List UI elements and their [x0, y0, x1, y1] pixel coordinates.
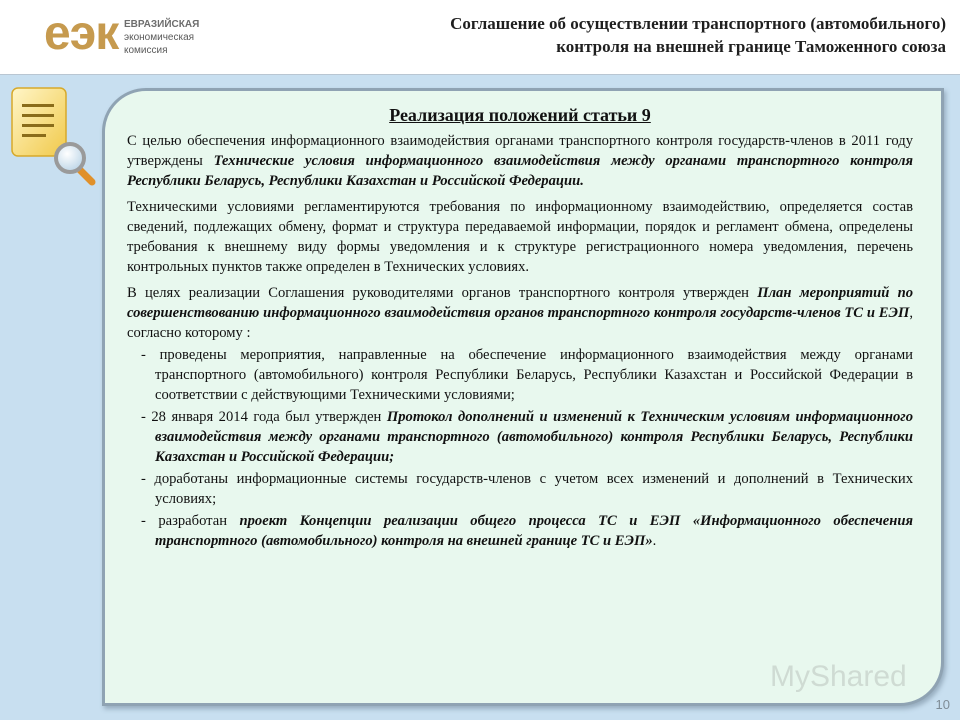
slide-title-line-1: Соглашение об осуществлении транспортного (автомобильного) — [450, 14, 946, 33]
list-item-tail: . — [652, 533, 657, 549]
document-icon — [12, 88, 66, 156]
logo-text — [124, 18, 199, 57]
list-item-emphasis: Протокол дополнений и изменений к Техническим условиям информационного взаимодействия между органами транспортного (автомобильного) контроля Республики Беларусь, Республики Казахстан и Российской Федерации; — [155, 409, 913, 465]
list-item-emphasis: проект Концепции реализации общего процесса ТС и ЕЭП «Информационного обеспечения транспортного (автомобильного) контроля на внешней границе ТС и ЕЭП» — [155, 513, 914, 549]
logo-line-2: экономическая — [124, 32, 195, 43]
header — [0, 0, 960, 75]
watermark: MyShared — [770, 660, 907, 693]
logo — [44, 7, 264, 66]
paragraph-3-emphasis: План мероприятий по совершенствованию информационного взаимодействия органов транспортного контроля государств-членов ТС и ЕЭП — [127, 285, 913, 321]
list-item — [127, 345, 913, 405]
paragraph-3 — [127, 283, 913, 343]
paragraph-3-tail: , согласно которому : — [127, 305, 913, 341]
paragraph-1 — [127, 131, 913, 191]
content-card — [102, 88, 944, 706]
list-item-text: - разработан — [141, 513, 240, 529]
list-item-text: - проведены мероприятия, направленные на обеспечение информационного взаимодействия между органами транспортного (автомобильного) контроля Республики Беларусь, Республики Казахстан и Российской Федерации в соответствии с действующими Техническими условиями; — [141, 347, 913, 403]
paragraph-3-text: В целях реализации Соглашения руководителями органов транспортного контроля утвержден — [127, 285, 758, 301]
paragraph-2: Техническими условиями регламентируются требования по информационному взаимодействию, определяется состав сведений, подлежащих обмену, формат и структура передаваемой информации, порядок и регламент обмена, определены требования к внешнему виду формы уведомления и к структуре регистрационного номера уведомления, перечень контрольных пунктов также определен в Технических условиях. — [127, 199, 913, 275]
card-title: Реализация положений статьи 9 — [389, 105, 651, 125]
list-item-text: - 28 января 2014 года был утвержден — [141, 409, 387, 425]
logo-line-3: комиссия — [124, 45, 168, 56]
card-content — [127, 103, 913, 553]
document-magnifier-icon — [6, 84, 96, 188]
slide-title-line-2: контроля на внешней границе Таможенного союза — [556, 37, 946, 56]
list-item — [127, 407, 913, 467]
magnifier-icon — [56, 144, 92, 182]
list-item-text: - доработаны информационные системы государств-членов с учетом всех изменений и дополнений в Технических условиях; — [141, 471, 913, 507]
list-item — [127, 469, 913, 509]
logo-mark: еэк — [44, 7, 119, 60]
paragraph-1-tail: . — [580, 173, 584, 189]
list-item — [127, 511, 913, 551]
paragraph-1-emphasis: Технические условия информационного взаимодействия между органами транспортного контроля Республики Беларусь, Республики Казахстан и Российской Федерации — [127, 153, 913, 189]
page-number: 10 — [935, 697, 950, 712]
logo-line-1: ЕВРАЗИЙСКАЯ — [124, 19, 200, 30]
slide-title — [286, 12, 946, 58]
paragraph-1-text: С целью обеспечения информационного взаимодействия органами транспортного контроля государств-членов в 2011 году утверждены — [127, 133, 913, 169]
